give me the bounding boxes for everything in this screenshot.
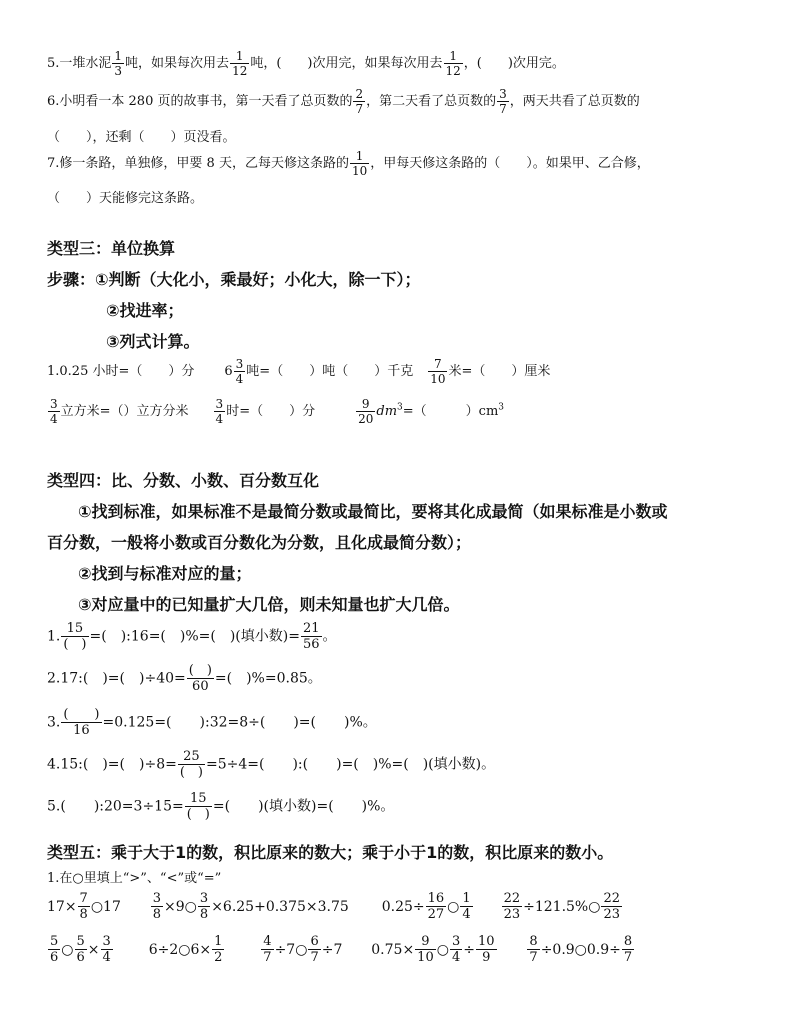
fraction: $\frac{21}{56}$ [302, 621, 320, 652]
type3-question-1: 1.0.25 小时=（ ）分 6 $\frac{3}{4}$ 吨=（ ）吨（ ）千克 $\frac{7}{10}$ 米=（ ）厘米 [47, 357, 551, 386]
compare-item: $\frac{8}{7}$ ÷0.9○0.9÷ $\frac{8}{7}$ [529, 934, 633, 965]
type4-question-3: 3. $\frac{( )}{16}$ =0.125=( ):32=8÷( )=( )%。 [47, 707, 377, 738]
type3-question-2: $\frac{3}{4}$ 立方米=（）立方分米 $\frac{3}{4}$ 时=（ ）分 $\frac{9}{20}$ $dm^3=$（ ）$cm^3$ [50, 397, 505, 426]
fraction: $\frac{7}{10}$ [430, 357, 446, 386]
fraction: $\frac{1}{10}$ [351, 149, 368, 178]
fraction: $\frac{( )}{16}$ [63, 707, 100, 738]
fraction: $\frac{3}{4}$ [215, 397, 224, 426]
compare-item: 6÷2○6× $\frac{1}{2}$ [148, 934, 223, 965]
type4-question-2: 2.17:( )=( )÷40= $\frac{( )}{60}$ =( )%=0.85。 [47, 663, 322, 694]
question-7: 7.修一条路，单独修，甲要 8 天，乙每天修这条路的 $\frac{1}{10}$ ，甲每天修这条路的（ ）。如果甲、乙合修， [47, 149, 650, 178]
type3-step-1: 步骤：①判断（大化小，乘最好；小化大，除一下）； [47, 270, 421, 289]
type4-rule-2: ②找到与标准对应的量； [78, 564, 252, 583]
compare-item: $\frac{22}{23}$ ÷121.5%○ $\frac{22}{23}$ [503, 891, 620, 922]
question-6-line-2: （ ），还剩（ ）页没看。 [47, 130, 236, 145]
compare-item: 0.75× $\frac{9}{10}$ ○ $\frac{3}{4}$ ÷ $\frac{10}{9}$ [371, 934, 495, 965]
fraction: $\frac{2}{7}$ [355, 87, 364, 116]
type5-instruction: 1.在○里填上“>”、“<”或“=” [47, 871, 222, 886]
type3-step-3: ③列式计算。 [106, 332, 200, 351]
question-7-line-2: （ ）天能修完这条路。 [47, 191, 204, 206]
compare-item: 17× $\frac{7}{8}$ ○17 [47, 891, 121, 922]
fraction: $\frac{( )}{60}$ [188, 663, 212, 694]
type4-question-4: 4.15:( )=( )÷8= $\frac{25}{( )}$ =5÷4=( ):( )=( )%=( )(填小数)。 [47, 749, 496, 780]
type4-question-1: 1. $\frac{15}{( )}$ =( ):16=( )%=( )(填小数)= $\frac{21}{56}$ 。 [47, 621, 337, 652]
type5-row-2 [47, 935, 635, 964]
fraction: $\frac{3}{4}$ [50, 397, 58, 426]
type3-step-2: ②找进率； [106, 301, 184, 320]
fraction: $\frac{1}{12}$ [232, 49, 248, 78]
fraction: $\frac{1}{12}$ [445, 49, 461, 78]
fraction: $\frac{15}{( )}$ [186, 791, 210, 822]
compare-item: $\frac{4}{7}$ ÷7○ $\frac{6}{7}$ ÷7 [263, 934, 343, 965]
fraction: $\frac{25}{( )}$ [179, 749, 203, 780]
fraction: $\frac{9}{20}$ [358, 397, 374, 426]
section-title-type4: 类型四：比、分数、小数、百分数互化 [47, 471, 320, 490]
type4-rule-3: ③对应量中的已知量扩大几倍，则未知量也扩大几倍。 [78, 595, 460, 614]
compare-item: $\frac{5}{6}$ ○ $\frac{5}{6}$ × $\frac{3}{4}$ [50, 934, 111, 965]
fraction: $\frac{3}{7}$ [499, 87, 507, 116]
type4-rule-1-cont: 百分数，一般将小数或百分数化为分数，且化成最简分数）； [47, 533, 472, 552]
compare-item: 0.25÷ $\frac{16}{27}$ ○ $\frac{1}{4}$ [381, 891, 471, 922]
section-title-type3: 类型三：单位换算 [47, 239, 176, 258]
mixed-number: 6 $\frac{3}{4}$ [224, 357, 244, 386]
question-5: 5.一堆水泥 $\frac{1}{3}$ 吨，如果每次用去 $\frac{1}{12}$ 吨，( )次用完，如果每次用去 $\frac{1}{12}$ ，( )次用完。 [47, 49, 565, 78]
fraction: $\frac{1}{3}$ [114, 49, 123, 78]
section-title-type5: 类型五：乘于大于1的数，积比原来的数大；乘于小于1的数，积比原来的数小。 [47, 843, 614, 862]
type5-row-1 [47, 892, 623, 921]
type4-question-5: 5.( ):20=3÷15= $\frac{15}{( )}$ =( )(填小数)=( )%。 [47, 791, 395, 822]
type4-rule-1: ①找到标准，如果标准不是最简分数或最简比，要将其化成最简（如果标准是小数或 [78, 502, 668, 521]
fraction: $\frac{15}{( )}$ [63, 621, 87, 652]
compare-item: $\frac{3}{8}$ ×9○ $\frac{3}{8}$ ×6.25+0.375×3.75 [152, 891, 349, 922]
question-6: 6.小明看一本 280 页的故事书，第一天看了总页数的 $\frac{2}{7}$ ，第二天看了总页数的 $\frac{3}{7}$ ，两天共看了总页数的 [47, 87, 640, 116]
